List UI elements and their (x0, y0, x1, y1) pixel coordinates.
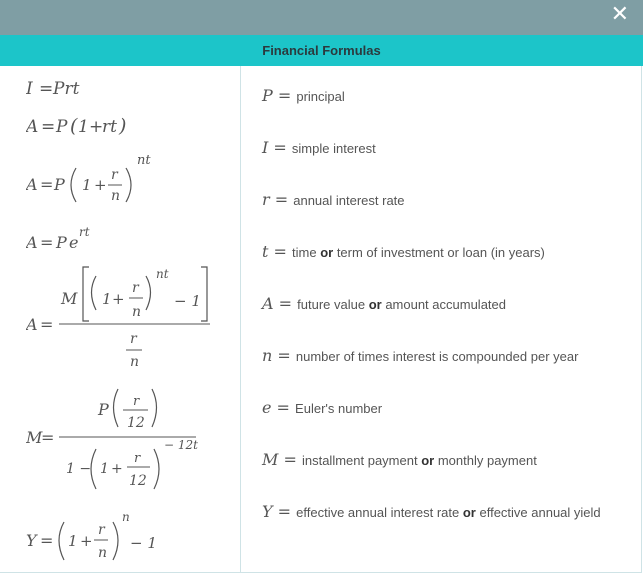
svg-text:=: = (40, 175, 54, 194)
definition-equals: = (269, 190, 294, 209)
dialog-title-bar (0, 35, 643, 66)
definition-text: time (292, 245, 317, 260)
svg-text:1: 1 (102, 290, 112, 308)
svg-text:): ) (119, 115, 127, 137)
definition-text: principal (296, 89, 345, 104)
definition-equals: = (271, 398, 296, 417)
formula-compound-amount (26, 152, 236, 212)
svg-text:r: r (132, 280, 139, 296)
svg-text:n: n (132, 304, 142, 320)
definition-variable: r (262, 190, 270, 209)
definition-variable: I (262, 138, 269, 157)
svg-text:rt: rt (102, 117, 117, 137)
dialog-title: Financial Formulas (262, 43, 381, 58)
formula-simple-amount (26, 110, 226, 140)
svg-text:+: + (112, 290, 125, 308)
definition-I (262, 138, 376, 157)
definition-e (262, 398, 382, 417)
svg-text:rt: rt (79, 225, 90, 239)
svg-text:e: e (69, 233, 79, 252)
definition-text: monthly payment (437, 453, 537, 468)
svg-text:r: r (133, 394, 140, 409)
window-top-bar (0, 0, 643, 35)
definition-P (262, 86, 345, 105)
svg-text:+: + (89, 117, 104, 137)
definition-equals: = (272, 502, 297, 521)
definition-A (262, 294, 506, 313)
definition-n (262, 346, 578, 365)
definition-text: installment payment (301, 453, 418, 468)
definition-variable: e (262, 398, 272, 417)
svg-text:r: r (130, 331, 137, 347)
svg-text:n: n (130, 354, 140, 370)
svg-text:1: 1 (68, 532, 78, 550)
svg-text:1: 1 (78, 117, 89, 137)
definition-or: or (417, 453, 438, 468)
formula-simple-interest (26, 74, 226, 104)
definition-text: amount accumulated (385, 297, 506, 312)
definition-text: future value (297, 297, 366, 312)
svg-text:=: = (40, 315, 54, 334)
definition-text: annual interest rate (293, 193, 405, 208)
definition-or: or (316, 245, 337, 260)
svg-text:M: M (61, 289, 78, 308)
svg-text:− 12t: − 12t (164, 438, 198, 452)
svg-text:=: = (40, 531, 54, 550)
svg-text:=: = (40, 233, 54, 252)
svg-text:1: 1 (82, 176, 92, 194)
svg-text:n: n (122, 510, 130, 524)
svg-text:M: M (26, 428, 43, 447)
svg-text:12: 12 (127, 415, 145, 431)
svg-text:+: + (111, 461, 123, 477)
definition-text: term of investment or loan (in years) (336, 245, 545, 260)
svg-text:− 1: − 1 (174, 292, 201, 310)
close-icon[interactable]: ✕ (610, 2, 629, 27)
definition-t (262, 242, 545, 261)
formula-installment-payment (26, 385, 236, 495)
definition-equals: = (268, 138, 292, 157)
svg-text:Y: Y (26, 531, 37, 550)
formula-continuous-amount (26, 222, 226, 254)
definition-variable: t (262, 242, 269, 261)
definition-equals: = (272, 346, 296, 365)
svg-text:r: r (98, 522, 105, 538)
svg-text:12: 12 (129, 473, 147, 489)
definition-variable: Y (262, 502, 273, 521)
svg-text:+: + (94, 176, 107, 194)
svg-text:Prt: Prt (53, 79, 80, 99)
svg-text:I: I (26, 79, 33, 99)
definition-variable: A (262, 294, 274, 313)
definition-text: effective annual interest rate (296, 505, 460, 520)
definition-Y (262, 502, 601, 521)
column-divider (240, 66, 241, 573)
svg-text:A: A (26, 315, 38, 334)
svg-text:(: ( (70, 115, 78, 137)
svg-text:=: = (39, 79, 54, 99)
definition-or: or (459, 505, 480, 520)
definition-equals: = (268, 242, 293, 261)
svg-text:1 −: 1 − (66, 461, 92, 477)
definition-or: or (365, 297, 386, 312)
definition-M (262, 450, 537, 469)
svg-text:1: 1 (100, 461, 109, 477)
svg-text:+: + (80, 532, 93, 550)
svg-text:A: A (26, 175, 38, 194)
svg-text:P: P (56, 233, 67, 252)
formula-effective-yield (26, 508, 226, 568)
definition-text: simple interest (291, 141, 376, 156)
svg-text:A: A (26, 233, 38, 252)
definition-text: effective annual yield (479, 505, 601, 520)
svg-text:P: P (56, 117, 68, 137)
svg-text:P: P (98, 400, 109, 419)
svg-text:=: = (41, 117, 56, 137)
svg-text:− 1: − 1 (130, 534, 157, 552)
definition-r (262, 190, 405, 209)
definition-variable: P (262, 86, 273, 105)
svg-text:=: = (41, 428, 55, 447)
definition-equals: = (272, 86, 297, 105)
svg-text:r: r (134, 451, 141, 466)
definition-text: Euler's number (295, 401, 383, 416)
formula-annuity-future-value (26, 262, 236, 372)
definition-variable: n (262, 346, 273, 365)
svg-text:n: n (98, 545, 108, 561)
svg-text:r: r (111, 167, 118, 183)
definition-equals: = (278, 450, 302, 469)
svg-text:nt: nt (156, 267, 169, 281)
svg-text:A: A (26, 117, 39, 137)
definition-variable: M (262, 450, 279, 469)
definition-equals: = (273, 294, 298, 313)
definition-text: number of times interest is compounded per year (295, 349, 579, 364)
svg-text:nt: nt (137, 153, 151, 168)
svg-text:P: P (54, 175, 65, 194)
svg-text:n: n (111, 188, 121, 204)
